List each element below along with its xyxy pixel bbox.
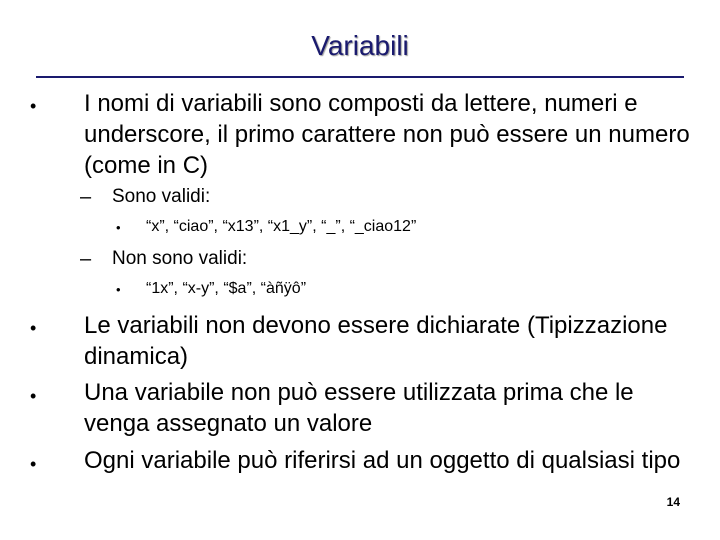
page-number: 14 <box>666 495 680 509</box>
dash-invalid: – <box>80 248 92 270</box>
point-2: Le variabili non devono essere dichiarate (Tipizzazione dinamica) <box>84 312 668 370</box>
dash-valid: – <box>80 186 92 208</box>
bullet-4: • <box>30 454 37 474</box>
bullet-3: • <box>30 386 37 406</box>
point-1: I nomi di variabili sono composti da lettere, numeri e underscore, il primo carattere non può essere un numero (come in C) <box>84 90 690 179</box>
point-4: Ogni variabile può riferirsi ad un oggetto di qualsiasi tipo <box>84 447 681 474</box>
bullet-valid-examples: • <box>116 220 121 235</box>
title-divider <box>36 76 684 78</box>
invalid-label: Non sono validi: <box>112 248 248 269</box>
invalid-examples: “1x”, “x-y”, “$a”, “àñÿô” <box>146 280 307 297</box>
slide-title: Variabili <box>311 30 409 61</box>
bullet-2: • <box>30 318 37 338</box>
bullet-invalid-examples: • <box>116 282 121 297</box>
bullet-1: • <box>30 96 37 116</box>
valid-label: Sono validi: <box>112 186 211 207</box>
point-3: Una variabile non può essere utilizzata prima che le venga assegnato un valore <box>84 379 634 437</box>
valid-examples: “x”, “ciao”, “x13”, “x1_y”, “_”, “_ciao12” <box>146 218 417 235</box>
